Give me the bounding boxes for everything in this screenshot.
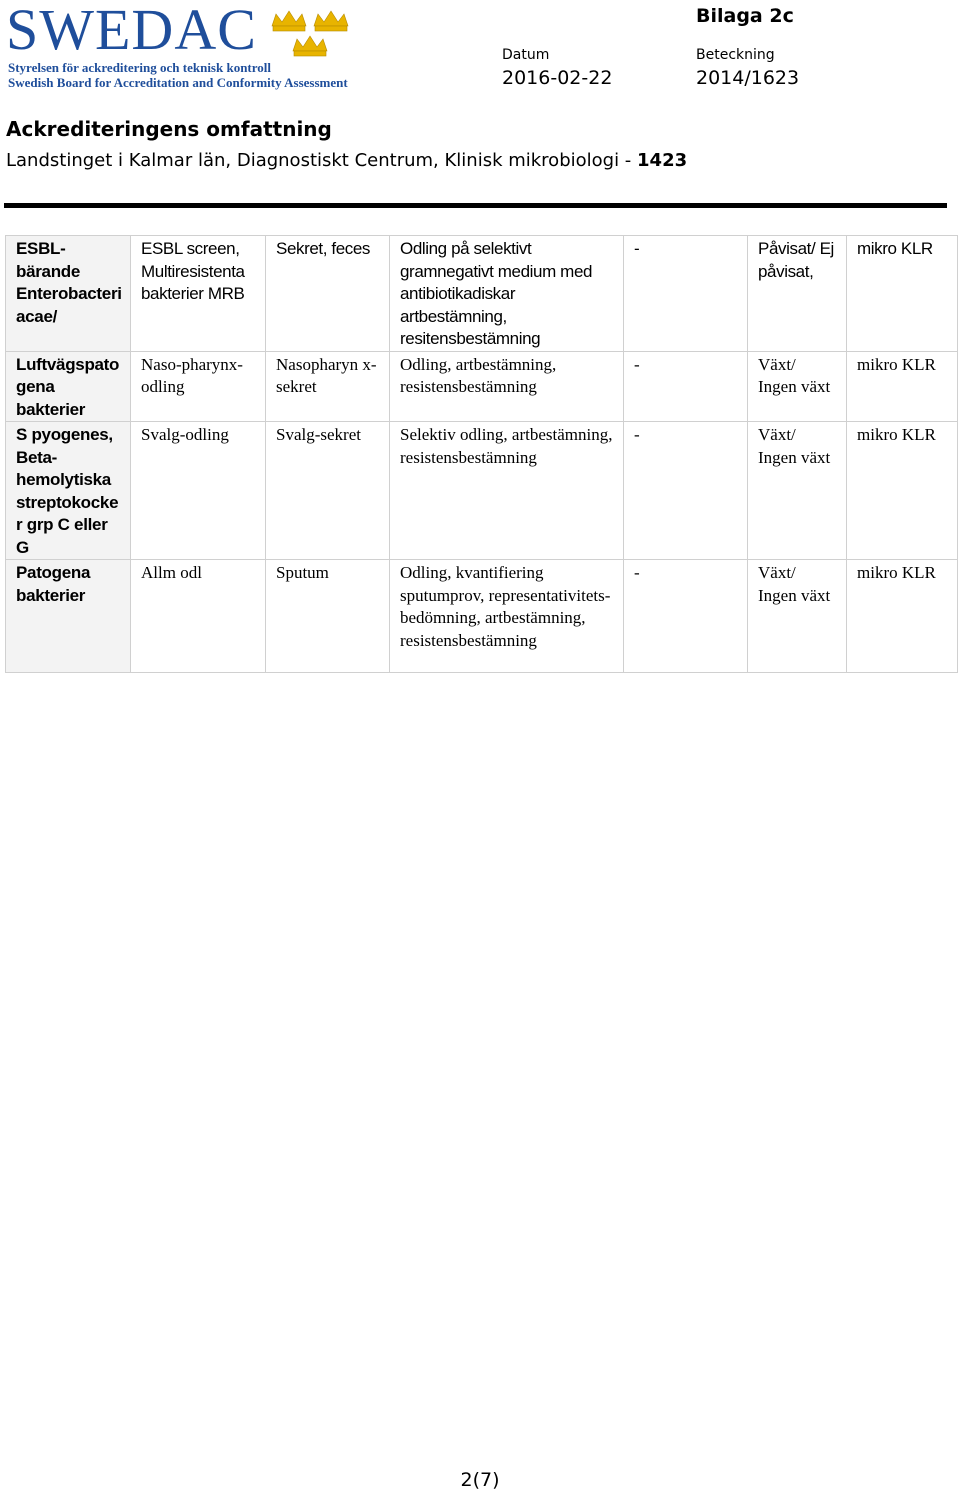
method-cell: Naso-pharynx-odling	[131, 351, 266, 422]
standard-cell: -	[624, 422, 748, 560]
location-cell: mikro KLR	[847, 422, 958, 560]
table-row	[6, 422, 958, 560]
three-crowns-icon	[268, 8, 354, 58]
page-number: 2(7)	[460, 1469, 500, 1491]
table-row	[6, 236, 958, 352]
analysis-cell: Odling, kvantifiering sputumprov, representativitets-bedömning, artbestämning, resistensbestämning	[390, 560, 624, 673]
sample-cell: Svalg-sekret	[266, 422, 390, 560]
divider	[4, 203, 947, 208]
location-cell: mikro KLR	[847, 560, 958, 673]
sample-cell: Sekret, feces	[266, 236, 390, 352]
group-cell: S pyogenes, Beta-hemolytiska streptokocke r grp C eller G	[6, 422, 131, 560]
logo-wordmark: SWEDAC	[6, 0, 257, 62]
swedac-logo	[6, 0, 352, 90]
subtitle-text: Landstinget i Kalmar län, Diagnostiskt Centrum, Klinisk mikrobiologi -	[6, 150, 638, 171]
analysis-cell: Odling, artbestämning, resistensbestämning	[390, 351, 624, 422]
sample-cell: Nasopharyn x-sekret	[266, 351, 390, 422]
table-row	[6, 351, 958, 422]
scope-table	[5, 235, 958, 673]
standard-cell: -	[624, 560, 748, 673]
appendix-label: Bilaga 2c	[696, 5, 794, 27]
sample-cell: Sputum	[266, 560, 390, 673]
analysis-cell: Selektiv odling, artbestämning, resistensbestämning	[390, 422, 624, 560]
reference-label: Beteckning	[696, 47, 775, 63]
result-cell: Växt/ Ingen växt	[748, 351, 847, 422]
result-cell: Växt/ Ingen växt	[748, 560, 847, 673]
location-cell: mikro KLR	[847, 351, 958, 422]
page-subtitle	[6, 150, 687, 171]
standard-cell: -	[624, 236, 748, 352]
date-label: Datum	[502, 47, 550, 63]
logo-tagline-sv: Styrelsen för ackreditering och teknisk kontroll	[8, 60, 272, 75]
reference-value: 2014/1623	[696, 67, 800, 89]
analysis-cell: Odling på selektivt gramnegativt medium med antibiotikadiskar artbestämning, resitensbestämning	[390, 236, 624, 352]
page-title: Ackrediteringens omfattning	[6, 117, 332, 141]
standard-cell: -	[624, 351, 748, 422]
table-row	[6, 560, 958, 673]
logo-tagline-en: Swedish Board for Accreditation and Conformity Assessment	[8, 75, 348, 90]
accreditation-number: 1423	[637, 150, 688, 171]
result-cell: Påvisat/ Ej påvisat,	[748, 236, 847, 352]
result-cell: Växt/ Ingen växt	[748, 422, 847, 560]
method-cell: Allm odl	[131, 560, 266, 673]
group-cell: Patogena bakterier	[6, 560, 131, 673]
group-cell: Luftvägspato gena bakterier	[6, 351, 131, 422]
date-value: 2016-02-22	[502, 67, 613, 89]
method-cell: Svalg-odling	[131, 422, 266, 560]
method-cell: ESBL screen, Multiresistenta bakterier MRB	[131, 236, 266, 352]
group-cell: ESBL-bärande Enterobacteri acae/	[6, 236, 131, 352]
location-cell: mikro KLR	[847, 236, 958, 352]
